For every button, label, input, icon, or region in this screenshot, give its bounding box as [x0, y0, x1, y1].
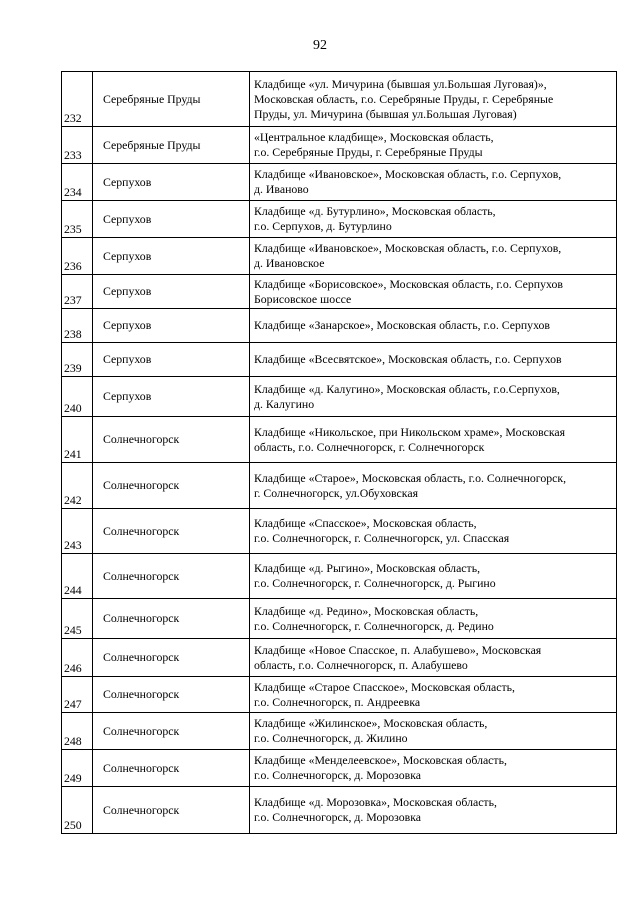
- municipality-cell: Серпухов: [93, 201, 250, 238]
- cemetery-address-cell: [250, 599, 617, 639]
- cemetery-address-cell: [250, 417, 617, 463]
- row-number: 250: [62, 787, 93, 834]
- municipality-cell: Серпухов: [93, 377, 250, 417]
- cemetery-address-cell: [250, 201, 617, 238]
- cemetery-address-text: Кладбище «д. Калугино», Московская область, г.о.Серпухов, д. Калугино: [254, 381, 560, 411]
- table-row: [62, 677, 617, 713]
- table-body: [62, 72, 617, 834]
- row-number: 232: [62, 72, 93, 127]
- cemetery-address-text: «Центральное кладбище», Московская область, г.о. Серебряные Пруды, г. Серебряные Пруды: [254, 130, 494, 159]
- municipality-cell: Солнечногорск: [93, 713, 250, 750]
- municipality-cell: Серебряные Пруды: [93, 72, 250, 127]
- table-row: [62, 343, 617, 377]
- municipality-cell: Солнечногорск: [93, 750, 250, 787]
- table-row: [62, 639, 617, 677]
- cemetery-address-cell: [250, 787, 617, 834]
- table-row: [62, 509, 617, 554]
- cemetery-address-cell: [250, 238, 617, 275]
- cemetery-address-cell: [250, 713, 617, 750]
- cemetery-address-cell: [250, 377, 617, 417]
- row-number: 236: [62, 238, 93, 275]
- table-row: [62, 275, 617, 309]
- row-number: 247: [62, 677, 93, 713]
- cemetery-address-cell: [250, 343, 617, 377]
- municipality-cell: Серпухов: [93, 164, 250, 201]
- cemetery-address-text: Кладбище «Ивановское», Московская область, г.о. Серпухов, д. Иваново: [254, 167, 562, 196]
- municipality-cell: Солнечногорск: [93, 417, 250, 463]
- cemetery-address-text: Кладбище «Спасское», Московская область, г.о. Солнечногорск, г. Солнечногорск, ул. Спасская: [254, 516, 510, 545]
- cemetery-address-cell: [250, 639, 617, 677]
- cemetery-registry-table: [61, 71, 617, 834]
- table-row: [62, 238, 617, 275]
- row-number: 245: [62, 599, 93, 639]
- municipality-cell: Солнечногорск: [93, 639, 250, 677]
- municipality-cell: Солнечногорск: [93, 599, 250, 639]
- table-row: [62, 463, 617, 509]
- cemetery-address-text: Кладбище «Борисовское», Московская область, г.о. Серпухов Борисовское шоссе: [254, 276, 563, 306]
- municipality-cell: Серпухов: [93, 309, 250, 343]
- municipality-cell: Серпухов: [93, 343, 250, 377]
- table-row: [62, 554, 617, 599]
- row-number: 238: [62, 309, 93, 343]
- municipality-cell: Солнечногорск: [93, 787, 250, 834]
- cemetery-address-text: Кладбище «д. Редино», Московская область, г.о. Солнечногорск, г. Солнечногорск, д. Редино: [254, 603, 494, 633]
- cemetery-address-text: Кладбище «д. Рыгино», Московская область, г.о. Солнечногорск, г. Солнечногорск, д. Рыгино: [254, 561, 496, 590]
- cemetery-address-text: Кладбище «Менделеевское», Московская область, г.о. Солнечногорск, д. Морозовка: [254, 753, 507, 782]
- row-number: 239: [62, 343, 93, 377]
- row-number: 243: [62, 509, 93, 554]
- row-number: 248: [62, 713, 93, 750]
- row-number: 246: [62, 639, 93, 677]
- cemetery-address-text: Кладбище «Всесвятское», Московская область, г.о. Серпухов: [254, 352, 562, 366]
- row-number: 241: [62, 417, 93, 463]
- table-row: [62, 787, 617, 834]
- cemetery-address-cell: [250, 72, 617, 127]
- row-number: 249: [62, 750, 93, 787]
- row-number: 233: [62, 127, 93, 164]
- table-row: [62, 750, 617, 787]
- cemetery-address-text: Кладбище «Жилинское», Московская область, г.о. Солнечногорск, д. Жилино: [254, 716, 488, 745]
- cemetery-address-text: Кладбище «д. Бутурлино», Московская область, г.о. Серпухов, д. Бутурлино: [254, 204, 496, 233]
- cemetery-address-text: Кладбище «Старое», Московская область, г.о. Солнечногорск, г. Солнечногорск, ул.Обуховская: [254, 470, 567, 500]
- table-row: [62, 127, 617, 164]
- cemetery-address-cell: [250, 127, 617, 164]
- municipality-cell: Солнечногорск: [93, 463, 250, 509]
- municipality-cell: Серпухов: [93, 275, 250, 309]
- table-row: [62, 377, 617, 417]
- cemetery-address-cell: [250, 509, 617, 554]
- cemetery-address-text: Кладбище «Новое Спасское, п. Алабушево», Московская область, г.о. Солнечногорск, п. Алабушево: [254, 642, 542, 672]
- row-number: 235: [62, 201, 93, 238]
- cemetery-address-cell: [250, 275, 617, 309]
- table-row: [62, 599, 617, 639]
- municipality-cell: Солнечногорск: [93, 677, 250, 713]
- cemetery-address-cell: [250, 554, 617, 599]
- table-row: [62, 713, 617, 750]
- table-row: [62, 417, 617, 463]
- cemetery-address-cell: [250, 677, 617, 713]
- cemetery-address-text: Кладбище «Никольское, при Никольском храме», Московская область, г.о. Солнечногорск, г. Солнечногорск: [254, 424, 566, 454]
- municipality-cell: Солнечногорск: [93, 509, 250, 554]
- row-number: 237: [62, 275, 93, 309]
- cemetery-address-cell: [250, 164, 617, 201]
- row-number: 234: [62, 164, 93, 201]
- municipality-cell: Серпухов: [93, 238, 250, 275]
- cemetery-address-text: Кладбище «ул. Мичурина (бывшая ул.Большая Луговая)», Московская область, г.о. Серебряные Пруды, г. Серебряные Пруды, ул. Мичурина (бывшая ул.Большая Луговая): [254, 76, 554, 121]
- cemetery-address-cell: [250, 750, 617, 787]
- cemetery-address-text: Кладбище «Старое Спасское», Московская область, г.о. Солнечногорск, п. Андреевка: [254, 679, 515, 709]
- row-number: 240: [62, 377, 93, 417]
- cemetery-address-cell: [250, 463, 617, 509]
- row-number: 242: [62, 463, 93, 509]
- cemetery-address-text: Кладбище «Занарское», Московская область, г.о. Серпухов: [254, 318, 550, 332]
- cemetery-address-text: Кладбище «Ивановское», Московская область, г.о. Серпухов, д. Ивановское: [254, 241, 562, 270]
- table-row: [62, 72, 617, 127]
- table-row: [62, 309, 617, 343]
- municipality-cell: Серебряные Пруды: [93, 127, 250, 164]
- table-row: [62, 164, 617, 201]
- cemetery-address-cell: [250, 309, 617, 343]
- page-number: 92: [313, 38, 327, 53]
- table-row: [62, 201, 617, 238]
- cemetery-address-text: Кладбище «д. Морозовка», Московская область, г.о. Солнечногорск, д. Морозовка: [254, 795, 497, 824]
- row-number: 244: [62, 554, 93, 599]
- municipality-cell: Солнечногорск: [93, 554, 250, 599]
